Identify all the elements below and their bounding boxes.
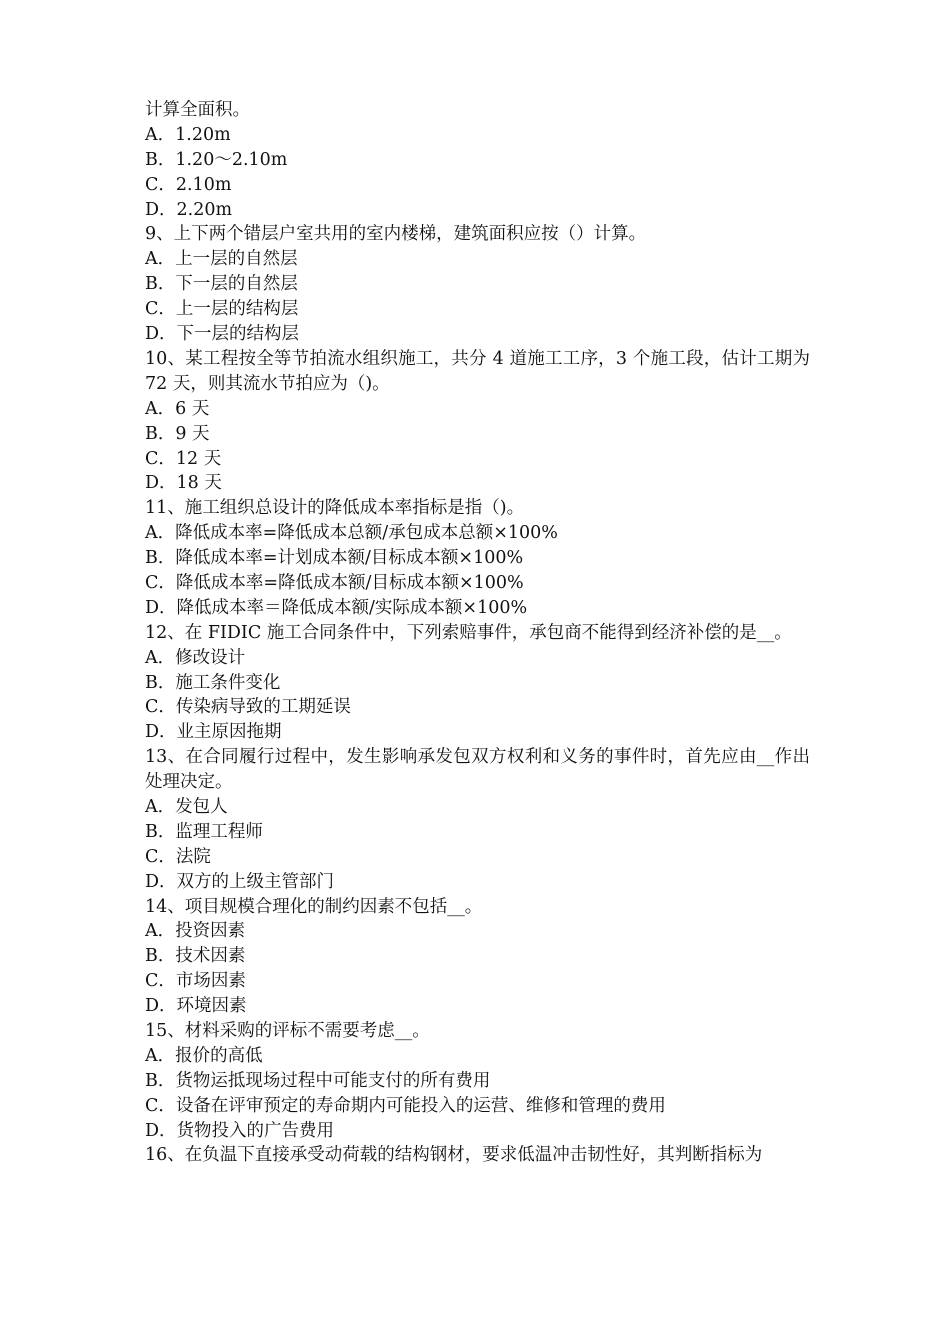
option-a: A．发包人	[145, 797, 228, 818]
option-a: A．投资因素	[145, 921, 246, 942]
option-b: B．施工条件变化	[145, 672, 281, 693]
option-b: B．货物运抵现场过程中可能支付的所有费用	[145, 1070, 491, 1091]
option-a: A．降低成本率=降低成本总额/承包成本总额×100%	[145, 523, 558, 544]
option-c: C．传染病导致的工期延误	[145, 697, 351, 718]
option-b: B．9 天	[145, 423, 210, 444]
option-b: B．技术因素	[145, 946, 246, 967]
option-b: B．监理工程师	[145, 821, 263, 842]
option-c: C．降低成本率=降低成本额/目标成本额×100%	[145, 572, 524, 593]
option-d: D．18 天	[145, 473, 222, 494]
option-d: D．双方的上级主管部门	[145, 871, 335, 892]
question-16: 16、在负温下直接承受动荷载的结构钢材，要求低温冲击韧性好，其判断指标为	[145, 1145, 763, 1166]
option-b: B．下一层的自然层	[145, 274, 298, 295]
option-d: D．业主原因拖期	[145, 722, 282, 743]
option-c: C．法院	[145, 846, 211, 867]
option-a: A．1.20m	[145, 124, 231, 145]
option-d: D．降低成本率＝降低成本额/实际成本额×100%	[145, 597, 528, 618]
text-line: 计算全面积。	[145, 100, 250, 120]
option-d: D．下一层的结构层	[145, 324, 300, 345]
option-a: A．6 天	[145, 398, 210, 419]
option-a: A．修改设计	[145, 647, 246, 668]
option-b: B．降低成本率=计划成本额/目标成本额×100%	[145, 548, 524, 569]
document-page	[145, 98, 810, 1168]
option-c: C．设备在评审预定的寿命期内可能投入的运营、维修和管理的费用	[145, 1095, 666, 1116]
question-15: 15、材料采购的评标不需要考虑__。	[145, 1021, 430, 1042]
question-11: 11、施工组织总设计的降低成本率指标是指（)。	[145, 498, 525, 519]
option-c: C．12 天	[145, 448, 222, 469]
question-14: 14、项目规模合理化的制约因素不包括__。	[145, 896, 483, 917]
option-a: A．上一层的自然层	[145, 249, 298, 270]
option-b: B．1.20～2.10m	[145, 149, 288, 170]
option-d: D．2.20m	[145, 199, 233, 220]
option-d: D．货物投入的广告费用	[145, 1120, 335, 1141]
option-d: D．环境因素	[145, 996, 247, 1017]
question-12: 12、在 FIDIC 施工合同条件中，下列索赔事件，承包商不能得到经济补偿的是__。	[145, 622, 792, 643]
question-13: 13、在合同履行过程中，发生影响承发包双方权利和义务的事件时，首先应由__作出处理决定。	[145, 747, 810, 793]
question-9: 9、上下两个错层户室共用的室内楼梯，建筑面积应按（）计算。	[145, 224, 647, 245]
question-10: 10、某工程按全等节拍流水组织施工，共分 4 道施工工序，3 个施工段，估计工期为 72 天，则其流水节拍应为（)。	[145, 348, 810, 394]
option-c: C．2.10m	[145, 174, 232, 195]
option-c: C．上一层的结构层	[145, 299, 299, 320]
option-a: A．报价的高低	[145, 1045, 263, 1066]
option-c: C．市场因素	[145, 971, 246, 992]
